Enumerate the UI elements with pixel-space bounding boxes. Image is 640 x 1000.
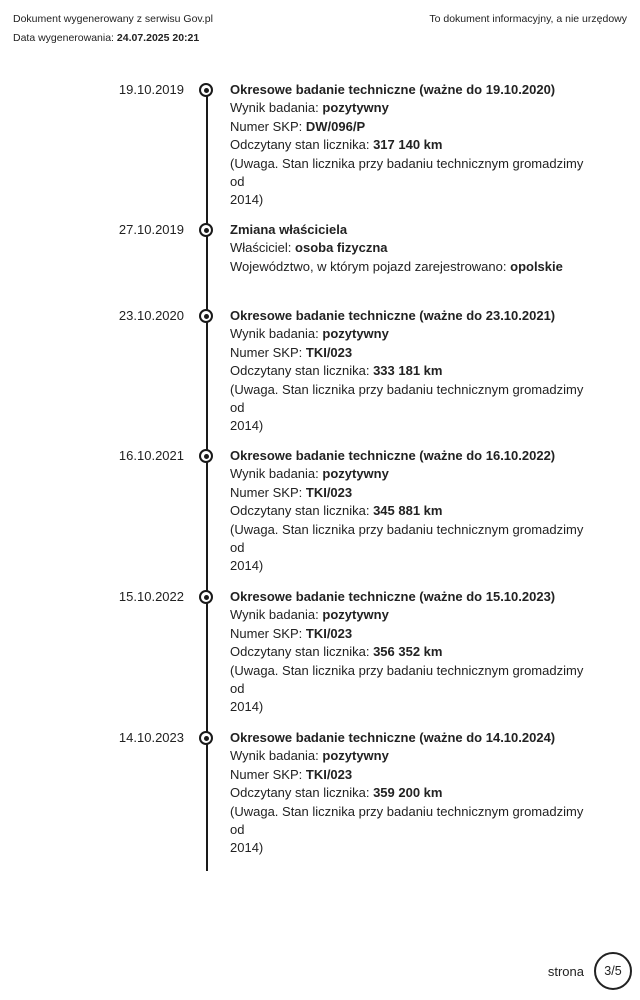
skp-value: DW/096/P xyxy=(305,118,366,134)
generation-date-label: Data wygenerowania: xyxy=(13,32,114,44)
entry-title: Okresowe badanie techniczne (ważne do 15.10.2023) xyxy=(230,589,556,604)
entry-note-line2: 2014) xyxy=(230,418,264,434)
disclaimer-text: To dokument informacyjny, a nie urzędowy xyxy=(429,13,627,25)
result-value: pozytywny xyxy=(322,466,389,482)
entry-date: 23.10.2020 xyxy=(118,308,184,323)
odometer-value: 317 140 km xyxy=(373,137,443,153)
timeline-dot-icon xyxy=(199,449,213,463)
skp-label: Numer SKP: xyxy=(230,766,303,782)
result-label: Wynik badania: xyxy=(230,607,319,623)
skp-label: Numer SKP: xyxy=(230,625,303,641)
entry-result xyxy=(230,606,600,624)
entry-result xyxy=(230,99,600,117)
entry-date: 19.10.2019 xyxy=(118,82,184,97)
entry-body xyxy=(230,447,600,576)
entry-note-line1: (Uwaga. Stan licznika przy badaniu technicznym gromadzimy od xyxy=(230,155,584,190)
entry-note-line2: 2014) xyxy=(230,558,264,574)
odometer-value: 333 181 km xyxy=(373,363,443,379)
odometer-label: Odczytany stan licznika: xyxy=(230,644,370,660)
skp-value: TKI/023 xyxy=(305,484,353,500)
entry-owner xyxy=(230,239,600,257)
generation-date-value: 24.07.2025 20:21 xyxy=(116,32,200,44)
entry-date: 15.10.2022 xyxy=(118,589,184,604)
result-value: pozytywny xyxy=(322,326,389,342)
skp-value: TKI/023 xyxy=(305,766,353,782)
odometer-label: Odczytany stan licznika: xyxy=(230,785,370,801)
skp-label: Numer SKP: xyxy=(230,484,303,500)
entry-body xyxy=(230,729,600,858)
entry-date: 27.10.2019 xyxy=(118,222,184,237)
entry-title: Okresowe badanie techniczne (ważne do 16.10.2022) xyxy=(230,448,556,463)
entry-title: Okresowe badanie techniczne (ważne do 23.10.2021) xyxy=(230,308,556,323)
entry-body xyxy=(230,588,600,717)
skp-value: TKI/023 xyxy=(305,625,353,641)
entry-skp xyxy=(230,484,600,502)
entry-body xyxy=(230,221,600,276)
entry-note-line2: 2014) xyxy=(230,192,264,208)
entry-odometer xyxy=(230,362,600,380)
timeline-dot-icon xyxy=(199,223,213,237)
odometer-value: 356 352 km xyxy=(373,644,443,660)
entry-title: Zmiana właściciela xyxy=(230,222,348,237)
result-label: Wynik badania: xyxy=(230,748,319,764)
entry-voivodeship xyxy=(230,258,600,276)
page-number-circle xyxy=(594,952,632,990)
entry-skp xyxy=(230,118,600,136)
header-left xyxy=(13,10,213,48)
entry-skp xyxy=(230,344,600,362)
entry-odometer xyxy=(230,502,600,520)
entry-body xyxy=(230,81,600,210)
odometer-label: Odczytany stan licznika: xyxy=(230,503,370,519)
entry-result xyxy=(230,747,600,765)
timeline-dot-icon xyxy=(199,590,213,604)
entry-result xyxy=(230,325,600,343)
entry-note-line1: (Uwaga. Stan licznika przy badaniu technicznym gromadzimy od xyxy=(230,803,584,838)
skp-value: TKI/023 xyxy=(305,344,353,360)
generation-date xyxy=(13,29,213,48)
voivodeship-value: opolskie xyxy=(510,258,563,274)
entry-skp xyxy=(230,625,600,643)
voivodeship-label: Województwo, w którym pojazd zarejestrowano: xyxy=(230,258,507,274)
entry-note-line1: (Uwaga. Stan licznika przy badaniu technicznym gromadzimy od xyxy=(230,381,584,416)
odometer-label: Odczytany stan licznika: xyxy=(230,137,370,153)
entry-skp xyxy=(230,766,600,784)
result-value: pozytywny xyxy=(322,100,389,116)
entry-note-line1: (Uwaga. Stan licznika przy badaniu technicznym gromadzimy od xyxy=(230,521,584,556)
generated-from-text: Dokument wygenerowany z serwisu Gov.pl xyxy=(13,13,213,25)
entry-date: 14.10.2023 xyxy=(118,730,184,745)
entry-date: 16.10.2021 xyxy=(118,448,184,463)
entry-note-line2: 2014) xyxy=(230,699,264,715)
result-label: Wynik badania: xyxy=(230,100,319,116)
result-label: Wynik badania: xyxy=(230,466,319,482)
odometer-label: Odczytany stan licznika: xyxy=(230,363,370,379)
skp-label: Numer SKP: xyxy=(230,118,303,134)
entry-odometer xyxy=(230,784,600,802)
skp-label: Numer SKP: xyxy=(230,344,303,360)
odometer-value: 359 200 km xyxy=(373,785,443,801)
entry-odometer xyxy=(230,136,600,154)
timeline-line xyxy=(206,88,208,871)
entry-title: Okresowe badanie techniczne (ważne do 19.10.2020) xyxy=(230,82,556,97)
timeline-dot-icon xyxy=(199,83,213,97)
result-value: pozytywny xyxy=(322,607,389,623)
entry-result xyxy=(230,465,600,483)
page-number: 3/5 xyxy=(604,964,622,978)
page-indicator xyxy=(548,952,632,990)
result-value: pozytywny xyxy=(322,748,389,764)
owner-label: Właściciel: xyxy=(230,240,292,256)
timeline-dot-icon xyxy=(199,309,213,323)
timeline-dot-icon xyxy=(199,731,213,745)
entry-title: Okresowe badanie techniczne (ważne do 14.10.2024) xyxy=(230,730,556,745)
odometer-value: 345 881 km xyxy=(373,503,443,519)
result-label: Wynik badania: xyxy=(230,326,319,342)
owner-value: osoba fizyczna xyxy=(295,240,388,256)
entry-odometer xyxy=(230,643,600,661)
page-label: strona xyxy=(547,963,584,979)
entry-note-line1: (Uwaga. Stan licznika przy badaniu technicznym gromadzimy od xyxy=(230,662,584,697)
entry-note-line2: 2014) xyxy=(230,840,264,856)
entry-body xyxy=(230,307,600,436)
